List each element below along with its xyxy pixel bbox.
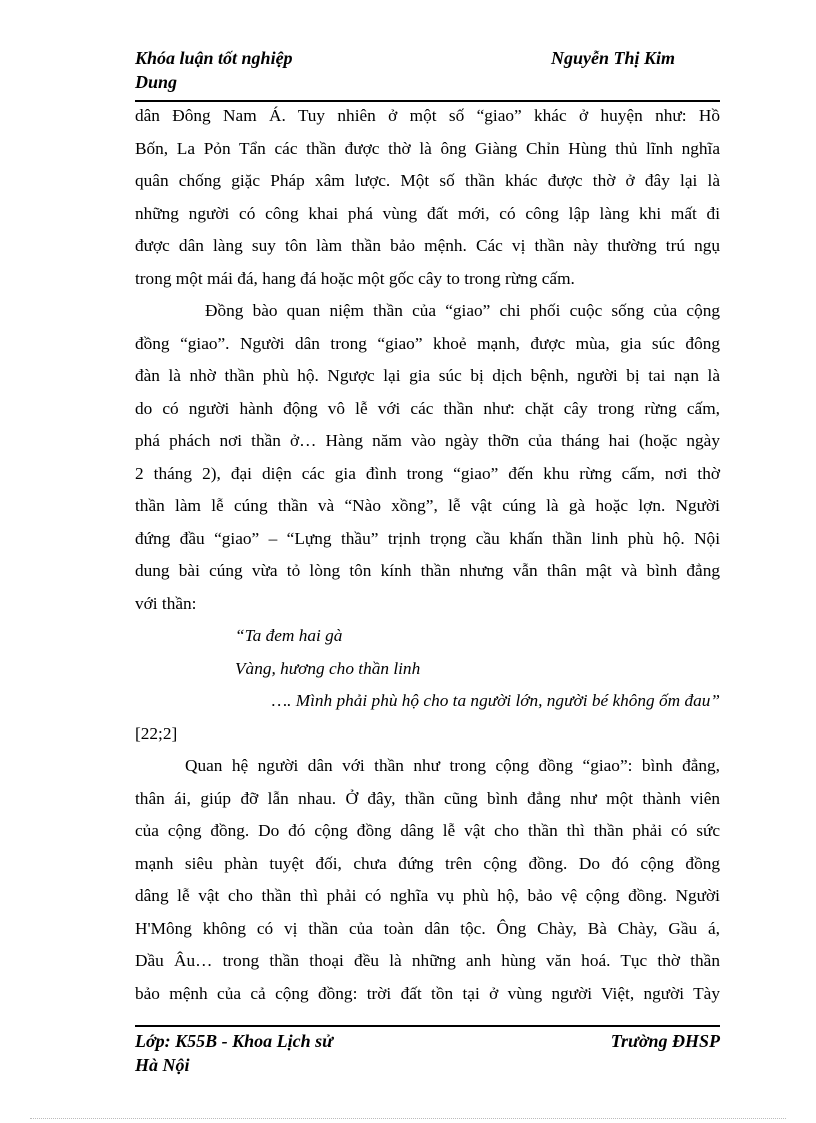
page-bottom-divider: [30, 1118, 786, 1119]
paragraph-line: thần làm lễ cúng thần và “Nào xồng”, lễ vật cúng là gà hoặc lợn. Người: [135, 496, 720, 515]
paragraph-line: thân ái, giúp đỡ lẫn nhau. Ở đây, thần cũng bình đẳng như một thành viên: [135, 788, 720, 808]
paragraph-line: phá phách nơi thần ở… Hàng năm vào ngày thỡn của tháng hai (hoặc ngày: [135, 431, 720, 450]
header-right: Nguyễn Thị Kim: [551, 48, 676, 68]
paragraph-line: Đồng bào quan niệm thần của “giao” chi phối cuộc sống của cộng: [205, 301, 720, 320]
poem-line: …. Mình phải phù hộ cho ta người lớn, người bé không ốm đau”: [271, 691, 720, 710]
footer-right: Trường ĐHSP: [610, 1031, 720, 1051]
paragraph-line: Bốn, La Pỏn Tẩn các thần được thờ là ông Giàng Chỉn Hùng thủ lĩnh nghĩa: [135, 138, 720, 158]
paragraph-line: đồng “giao”. Người dân trong “giao” khoẻ mạnh, được mùa, gia súc đông: [135, 333, 720, 353]
paragraph-line: H'Mông không có vị thần của toàn dân tộc. Ông Chày, Bà Chày, Gầu á,: [135, 918, 720, 938]
paragraph-line: với thần:: [135, 593, 197, 613]
paragraph-line: của cộng đồng. Do đó cộng đồng dâng lễ vật cho thần thì thần phải có sức: [135, 821, 720, 840]
paragraph-line: đứng đầu “giao” – “Lựng thầu” trịnh trọng cầu khấn thần linh phù hộ. Nội: [135, 528, 720, 548]
paragraph-line: dân Đông Nam Á. Tuy nhiên ở một số “giao” khác ở huyện như: Hồ: [135, 106, 720, 125]
paragraph-line: dâng lễ vật cho thần thì phải có nghĩa vụ phù hộ, bảo vệ cộng đồng. Người: [135, 886, 720, 905]
poem-line: Vàng, hương cho thần linh: [235, 658, 421, 678]
paragraph-line: trong một mái đá, hang đá hoặc một gốc cây to trong rừng cấm.: [135, 268, 575, 288]
paragraph-line: Quan hệ người dân với thần như trong cộng đồng “giao”: bình đẳng,: [185, 756, 720, 775]
paragraph-line: do có người hành động vô lễ với các thần như: chặt cây trong rừng cấm,: [135, 398, 720, 418]
paragraph-line: quân chống giặc Pháp xâm lược. Một số thần khác được thờ ở đây lại là: [135, 171, 720, 190]
paragraph-line: 2 tháng 2), đại diện các gia đình trong “giao” đến khu rừng cấm, nơi thờ: [135, 463, 720, 483]
page-header: [135, 48, 720, 102]
paragraph-line: dung bài cúng vừa tỏ lòng tôn kính thần nhưng vẫn thân mật và bình đẳng: [135, 561, 720, 580]
citation: [22;2]: [135, 723, 178, 743]
paragraph-line: đàn là nhờ thần phù hộ. Ngược lại gia súc bị dịch bệnh, người bị tai nạn là: [135, 366, 720, 385]
header-wrap: Dung: [135, 72, 178, 92]
paragraph-line: bảo mệnh của cả cộng đồng: trời đất tồn tại ở vùng người Việt, người Tày: [135, 983, 720, 1003]
paragraph-line: những người có công khai phá vùng đất mới, có công lập làng khi mất đi: [135, 203, 720, 223]
footer-left: Lớp: K55B - Khoa Lịch sử: [135, 1031, 333, 1051]
body-text: [135, 100, 720, 1010]
page-footer: [135, 1025, 720, 1087]
footer-wrap: Hà Nội: [135, 1055, 190, 1075]
poem-line: “Ta đem hai gà: [235, 626, 343, 645]
paragraph-line: được dân làng suy tôn làm thần bảo mệnh. Các vị thần này thường trú ngụ: [135, 236, 720, 255]
header-left: Khóa luận tốt nghiệp: [135, 48, 293, 68]
paragraph-line: mạnh siêu phàn tuyệt đối, chưa đứng trên cộng đồng. Do đó cộng đồng: [135, 853, 720, 873]
paragraph-line: Dầu Âu… trong thần thoại đều là những anh hùng văn hoá. Tục thờ thần: [135, 951, 720, 970]
